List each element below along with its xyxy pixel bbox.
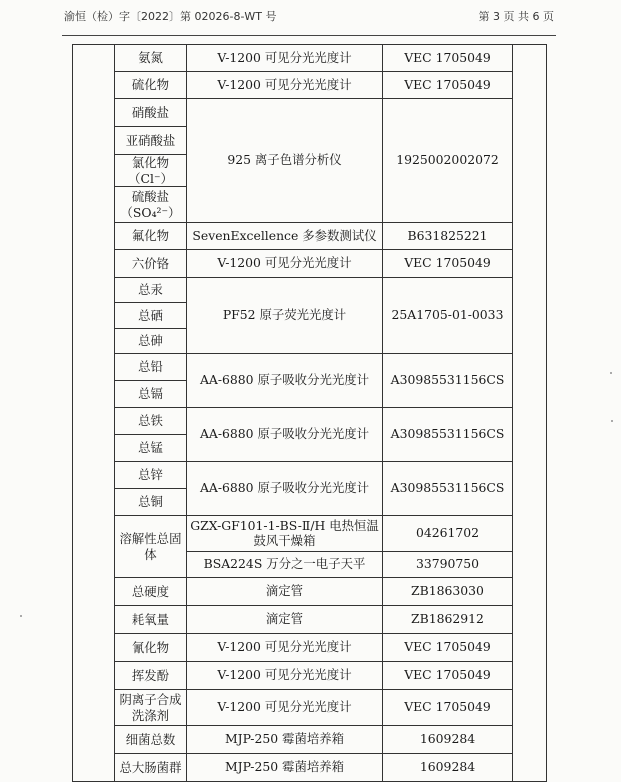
item-cell: 硝酸盐 — [115, 99, 187, 127]
table-row — [73, 250, 547, 278]
table-row — [73, 662, 547, 690]
table-row — [73, 278, 547, 303]
item-cell: 氟化物 — [115, 223, 187, 250]
instrument-cell: 滴定管 — [187, 578, 383, 606]
scan-speck — [610, 372, 612, 374]
item-cell: 总铜 — [115, 489, 187, 516]
instrument-cell: V-1200 可见分光光度计 — [187, 250, 383, 278]
serial-cell: A30985531156CS — [383, 354, 513, 408]
item-cell: 总硬度 — [115, 578, 187, 606]
instrument-cell: SevenExcellence 多参数测试仪 — [187, 223, 383, 250]
right-margin-cell — [513, 45, 547, 782]
serial-cell: VEC 1705049 — [383, 250, 513, 278]
serial-cell: VEC 1705049 — [383, 45, 513, 72]
item-cell: 挥发酚 — [115, 662, 187, 690]
instrument-cell: V-1200 可见分光光度计 — [187, 690, 383, 726]
instrument-cell: V-1200 可见分光光度计 — [187, 662, 383, 690]
table-row — [73, 516, 547, 552]
item-cell: 氨氮 — [115, 45, 187, 72]
serial-cell: ZB1863030 — [383, 578, 513, 606]
instrument-table — [72, 44, 547, 782]
item-cell: 总锰 — [115, 435, 187, 462]
item-cell: 总铅 — [115, 354, 187, 381]
instrument-cell: V-1200 可见分光光度计 — [187, 45, 383, 72]
item-cell: 溶解性总固体 — [115, 516, 187, 578]
instrument-table-wrap — [72, 44, 546, 782]
serial-cell: VEC 1705049 — [383, 662, 513, 690]
item-cell: 氰化物 — [115, 634, 187, 662]
serial-cell: 25A1705-01-0033 — [383, 278, 513, 354]
item-cell: 阴离子合成洗涤剂 — [115, 690, 187, 726]
table-row — [73, 354, 547, 381]
left-margin-cell — [73, 45, 115, 782]
table-row — [73, 223, 547, 250]
serial-cell: A30985531156CS — [383, 462, 513, 516]
table-row — [73, 45, 547, 72]
instrument-cell: V-1200 可见分光光度计 — [187, 72, 383, 99]
serial-cell: 04261702 — [383, 516, 513, 552]
scan-speck — [611, 420, 613, 422]
serial-cell: VEC 1705049 — [383, 690, 513, 726]
report-number: 渝恒（检）字〔2022〕第 02026-8-WT 号 — [64, 10, 277, 23]
instrument-cell: BSA224S 万分之一电子天平 — [187, 552, 383, 578]
table-row — [73, 72, 547, 99]
instrument-cell: 滴定管 — [187, 606, 383, 634]
item-cell: 总锌 — [115, 462, 187, 489]
serial-cell: 1925002002072 — [383, 99, 513, 223]
serial-cell: ZB1862912 — [383, 606, 513, 634]
item-cell: 硫化物 — [115, 72, 187, 99]
instrument-cell: V-1200 可见分光光度计 — [187, 634, 383, 662]
instrument-cell: MJP-250 霉菌培养箱 — [187, 726, 383, 754]
table-row — [73, 726, 547, 754]
item-cell: 六价铬 — [115, 250, 187, 278]
item-cell: 氯化物（Cl⁻） — [115, 155, 187, 187]
instrument-cell: 925 离子色谱分析仪 — [187, 99, 383, 223]
serial-cell: 1609284 — [383, 726, 513, 754]
page-indicator: 第 3 页 共 6 页 — [478, 10, 554, 23]
instrument-cell: AA-6880 原子吸收分光光度计 — [187, 462, 383, 516]
serial-cell: 1609284 — [383, 754, 513, 782]
item-cell: 总汞 — [115, 278, 187, 303]
item-cell: 总砷 — [115, 329, 187, 354]
instrument-cell: GZX-GF101-1-BS-Ⅱ/H 电热恒温鼓风干燥箱 — [187, 516, 383, 552]
serial-cell: VEC 1705049 — [383, 634, 513, 662]
serial-cell: VEC 1705049 — [383, 72, 513, 99]
table-row — [73, 754, 547, 782]
table-row — [73, 634, 547, 662]
table-row — [73, 462, 547, 489]
item-cell: 总镉 — [115, 381, 187, 408]
header-divider — [62, 35, 556, 36]
serial-cell: A30985531156CS — [383, 408, 513, 462]
table-row — [73, 99, 547, 127]
item-cell: 亚硝酸盐 — [115, 127, 187, 155]
item-cell: 耗氧量 — [115, 606, 187, 634]
item-cell: 硫酸盐（SO₄²⁻） — [115, 187, 187, 223]
item-cell: 细菌总数 — [115, 726, 187, 754]
table-row — [73, 578, 547, 606]
instrument-table-body — [73, 45, 547, 782]
serial-cell: B631825221 — [383, 223, 513, 250]
instrument-cell: AA-6880 原子吸收分光光度计 — [187, 354, 383, 408]
item-cell: 总大肠菌群 — [115, 754, 187, 782]
table-row — [73, 690, 547, 726]
instrument-cell: MJP-250 霉菌培养箱 — [187, 754, 383, 782]
instrument-cell: PF52 原子荧光光度计 — [187, 278, 383, 354]
instrument-cell: AA-6880 原子吸收分光光度计 — [187, 408, 383, 462]
serial-cell: 33790750 — [383, 552, 513, 578]
table-row — [73, 606, 547, 634]
scan-speck — [20, 615, 22, 617]
table-row — [73, 408, 547, 435]
item-cell: 总铁 — [115, 408, 187, 435]
item-cell: 总硒 — [115, 303, 187, 329]
